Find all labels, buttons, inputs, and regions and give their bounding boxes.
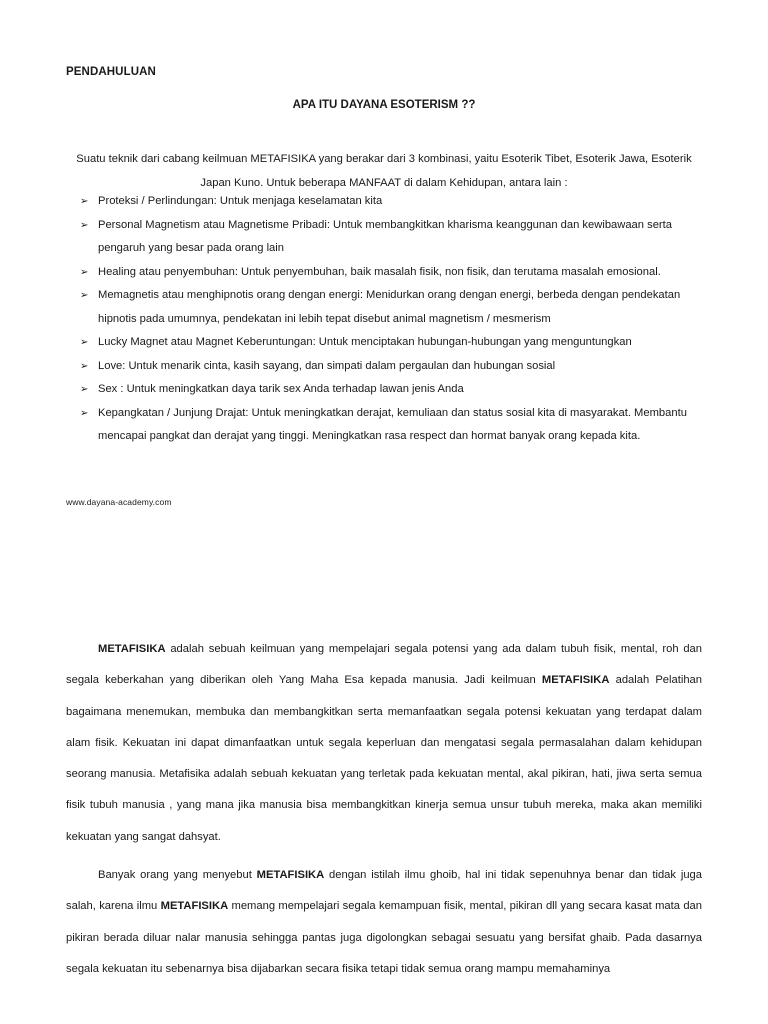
list-item [80, 331, 710, 355]
benefit-text: Kepangkatan / Junjung Drajat: Untuk meningkatkan derajat, kemuliaan dan status sosial kita di masyarakat. Membantu mencapai pangkat dan derajat yang tinggi. Meningkatkan rasa respect dan hormat banyak orang kepada kita. [98, 406, 687, 442]
benefit-text: Love: Untuk menarik cinta, kasih sayang, dan simpati dalam pergaulan dan hubungan sosial [98, 359, 556, 372]
benefit-text: Memagnetis atau menghipnotis orang dengan energi: Menidurkan orang dengan energi, berbeda dengan pendekatan hipnotis pada umumnya, pendekatan ini lebih tepat disebut animal magnetism / mesmerism [98, 289, 681, 325]
paragraph-text: adalah sebuah keilmuan yang mempelajari segala potensi yang ada dalam tubuh fisik, mental, roh dan segala keberkahan yang diberikan oleh Yang Maha Esa kepada manusia. Jadi keilmuan [66, 643, 702, 687]
benefit-text: Healing atau penyembuhan: Untuk penyembuhan, baik masalah fisik, non fisik, dan terutama masalah emosional. [98, 265, 661, 278]
arrow-bullet-icon: ➢ [80, 290, 89, 301]
paragraph-text: Banyak orang yang menyebut [98, 869, 257, 881]
list-item [80, 355, 710, 379]
document-title: APA ITU DAYANA ESOTERISM ?? [292, 99, 476, 111]
metafisika-definition-paragraph [66, 634, 702, 853]
website-url: www.dayana-academy.com [66, 497, 172, 507]
paragraph-text: adalah Pelatihan bagaimana menemukan, membuka dan membangkitkan serta memanfaatkan segala potensi kekuatan yang terdapat dalam alam fisik. Kekuatan ini dapat dimanfaatkan untuk segala keperluan dan mengatasi segala permasalahan dalam kehidupan seorang manusia. Metafisika adalah sebuah kekuatan yang terletak pada kekuatan mental, akal pikiran, hati, jiwa serta semua fisik tubuh manusia , yang mana jika manusia bisa membangkitkan kinerja semua unsur tubuh mereka, maka akan memiliki kekuatan yang sangat dahsyat. [66, 674, 702, 843]
list-item [80, 261, 710, 285]
arrow-bullet-icon: ➢ [80, 360, 89, 372]
term-metafisika: METAFISIKA [541, 674, 610, 687]
benefit-text: Lucky Magnet atau Magnet Keberuntungan: Untuk menciptakan hubungan-hubungan yang menguntungkan [98, 336, 632, 348]
arrow-bullet-icon: ➢ [80, 337, 89, 348]
list-item [80, 402, 710, 449]
paragraph-text: memang mempelajari segala kemampuan fisik, mental, pikiran dll yang secara kasat mata dan pikiran berada diluar nalar manusia sehingga pantas juga digolongkan sebagai sesuatu yang bersifat ghaib. Pada dasarnya segala kekuatan itu sebenarnya bisa dijabarkan secara fisika tetapi tidak semua orang mampu memahaminya [66, 900, 702, 975]
term-metafisika: METAFISIKA [160, 900, 229, 913]
list-item [80, 214, 710, 261]
list-item [80, 284, 710, 331]
benefits-list [80, 190, 710, 449]
term-metafisika: METAFISIKA [256, 869, 325, 881]
arrow-bullet-icon: ➢ [80, 196, 89, 207]
arrow-bullet-icon: ➢ [80, 384, 89, 395]
arrow-bullet-icon: ➢ [80, 407, 89, 419]
term-metafisika: METAFISIKA [98, 643, 166, 655]
arrow-bullet-icon: ➢ [80, 266, 89, 278]
section-heading: PENDAHULUAN [66, 66, 156, 78]
benefit-text: Personal Magnetism atau Magnetisme Pribadi: Untuk membangkitkan kharisma keanggunan dan kewibawaan serta pengaruh yang besar pada orang lain [98, 218, 672, 254]
metafisika-ghoib-paragraph [66, 860, 702, 985]
paragraph-text: dengan istilah ilmu ghoib, hal ini tidak sepenuhnya benar dan tidak juga salah, karena ilmu [66, 869, 702, 913]
list-item [80, 378, 710, 402]
arrow-bullet-icon: ➢ [80, 219, 89, 231]
list-item [80, 190, 710, 214]
intro-paragraph: Suatu teknik dari cabang keilmuan METAFISIKA yang berakar dari 3 kombinasi, yaitu Esoterik Tibet, Esoterik Jawa, Esoterik Japan Kuno. Untuk beberapa MANFAAT di dalam Kehidupan, antara lain : [76, 153, 692, 189]
benefit-text: Sex : Untuk meningkatkan daya tarik sex Anda terhadap lawan jenis Anda [98, 383, 464, 395]
benefit-text: Proteksi / Perlindungan: Untuk menjaga keselamatan kita [98, 195, 383, 207]
